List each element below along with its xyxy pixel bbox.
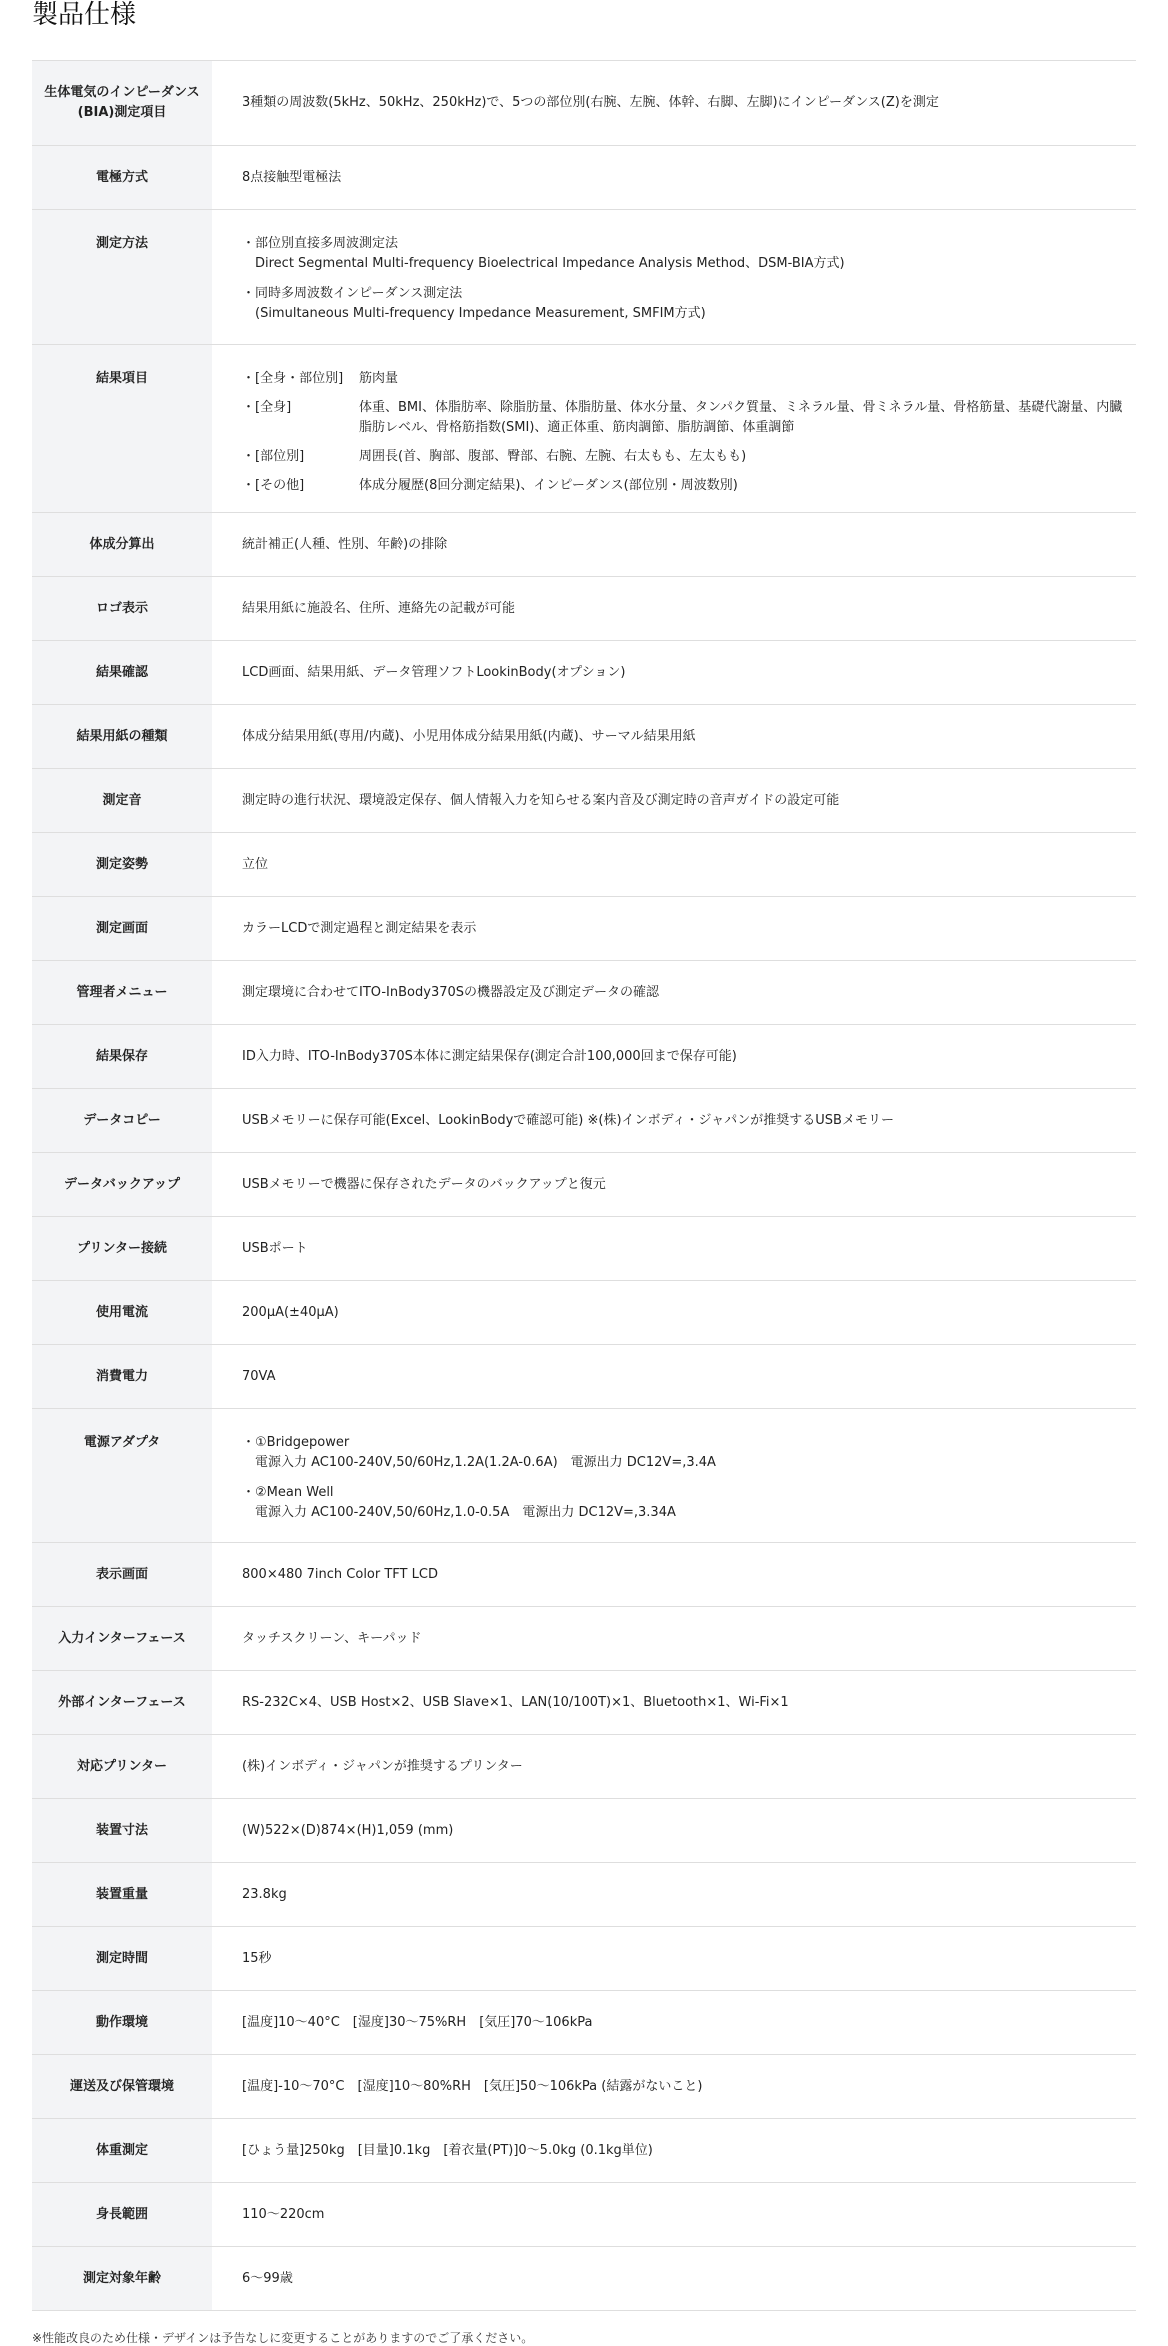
spec-label: 測定方法 <box>32 210 212 345</box>
spec-row-electrode <box>32 146 1136 210</box>
spec-row-printer <box>32 1735 1136 1799</box>
spec-value: [温度]10〜40°C [湿度]30〜75%RH [気圧]70〜106kPa <box>242 2014 593 2030</box>
list-item-detail: (Simultaneous Multi-frequency Impedance Measurement, SMFIM方式) <box>255 306 706 321</box>
list-item <box>242 447 1124 467</box>
result-values: 体重、BMI、体脂肪率、除脂肪量、体脂肪量、体水分量、タンパク質量、ミネラル量、骨ミネラル量、骨格筋量、基礎代謝量、内臓脂肪レベル、骨格筋指数(SMI)、適正体重、筋肉調節、脂肪調節、体重調節 <box>359 400 1123 435</box>
spec-row-storage <box>32 2055 1136 2119</box>
spec-label: 測定姿勢 <box>32 833 212 897</box>
spec-label: 電極方式 <box>32 146 212 210</box>
list-item-detail: 電源入力 AC100-240V,50/60Hz,1.2A(1.2A-0.6A) 電源出力 DC12V=,3.4A <box>255 1455 716 1470</box>
spec-value: 統計補正(人種、性別、年齢)の排除 <box>242 536 448 552</box>
spec-row-ext-if <box>32 1671 1136 1735</box>
spec-label: 測定画面 <box>32 897 212 961</box>
list-item-title: ・ ②Mean Well <box>242 1483 1124 1503</box>
spec-row-size <box>32 1799 1136 1863</box>
spec-value: 立位 <box>242 856 269 872</box>
spec-value: 3種類の周波数(5kHz、50kHz、250kHz)で、5つの部位別(右腕、左腕、体幹、右脚、左脚)にインピーダンス(Z)を測定 <box>242 95 939 110</box>
spec-label: 体重測定 <box>32 2119 212 2183</box>
spec-value <box>212 210 1136 345</box>
list-item-title: ・ 部位別直接多周波測定法 <box>242 234 1124 254</box>
spec-value: カラーLCDで測定過程と測定結果を表示 <box>242 920 477 936</box>
spec-value: (W)522×(D)874×(H)1,059 (mm) <box>242 1822 454 1838</box>
spec-row-method <box>32 210 1136 345</box>
spec-label: データバックアップ <box>32 1153 212 1217</box>
spec-value: USBメモリーに保存可能(Excel、LookinBodyで確認可能) ※(株)インボディ・ジャパンが推奨するUSBメモリー <box>242 1112 894 1128</box>
result-category: ・ [全身・部位別] <box>242 369 359 389</box>
spec-row-power <box>32 1345 1136 1409</box>
spec-value <box>212 1409 1136 1543</box>
spec-label: 結果項目 <box>32 345 212 513</box>
spec-row-screen <box>32 897 1136 961</box>
spec-row-body-calc <box>32 513 1136 577</box>
spec-value: [温度]-10〜70°C [湿度]10〜80%RH [気圧]50〜106kPa (結露がないこと) <box>242 2078 703 2094</box>
spec-label: 結果確認 <box>32 641 212 705</box>
list-item <box>242 284 1124 324</box>
spec-row-adapter <box>32 1409 1136 1543</box>
spec-label: 測定時間 <box>32 1927 212 1991</box>
spec-label: 対応プリンター <box>32 1735 212 1799</box>
spec-value: 23.8kg <box>242 1886 287 1902</box>
spec-label: 測定対象年齢 <box>32 2247 212 2311</box>
footnote: ※性能改良のため仕様・デザインは予告なしに変更することがありますのでご了承ください。 <box>32 2331 534 2345</box>
spec-label: 電源アダプタ <box>32 1409 212 1543</box>
spec-label: データコピー <box>32 1089 212 1153</box>
spec-value: (株)インボディ・ジャパンが推奨するプリンター <box>242 1758 523 1774</box>
spec-label: 表示画面 <box>32 1543 212 1607</box>
spec-row-printer-conn <box>32 1217 1136 1281</box>
list-item-detail: Direct Segmental Multi-frequency Bioelectrical Impedance Analysis Method、DSM-BIA方式) <box>255 256 845 271</box>
list-item <box>242 398 1124 438</box>
spec-label: 運送及び保管環境 <box>32 2055 212 2119</box>
spec-value: 測定時の進行状況、環境設定保存、個人情報入力を知らせる案内音及び測定時の音声ガイドの設定可能 <box>242 792 840 808</box>
spec-label: 結果用紙の種類 <box>32 705 212 769</box>
spec-row-weight <box>32 1863 1136 1927</box>
spec-value: [ひょう量]250kg [目量]0.1kg [着衣量(PT)]0〜5.0kg (0.1kg単位) <box>242 2142 653 2158</box>
list-item <box>242 1483 1124 1523</box>
spec-value: 結果用紙に施設名、住所、連絡先の記載が可能 <box>242 600 516 616</box>
spec-value: ID入力時、ITO-InBody370S本体に測定結果保存(測定合計100,000回まで保存可能) <box>242 1048 737 1064</box>
list-item-detail: 電源入力 AC100-240V,50/60Hz,1.0-0.5A 電源出力 DC12V=,3.34A <box>255 1505 676 1520</box>
result-category: ・ [その他] <box>242 476 359 496</box>
spec-label: 消費電力 <box>32 1345 212 1409</box>
spec-label: 使用電流 <box>32 1281 212 1345</box>
spec-row-save <box>32 1025 1136 1089</box>
list-item <box>242 1433 1124 1473</box>
spec-label: 動作環境 <box>32 1991 212 2055</box>
spec-table <box>32 60 1136 2311</box>
spec-value: USBメモリーで機器に保存されたデータのバックアップと復元 <box>242 1176 606 1192</box>
spec-row-posture <box>32 833 1136 897</box>
spec-row-paper <box>32 705 1136 769</box>
spec-label: プリンター接続 <box>32 1217 212 1281</box>
spec-row-display <box>32 1543 1136 1607</box>
spec-row-backup <box>32 1153 1136 1217</box>
spec-label: ロゴ表示 <box>32 577 212 641</box>
spec-row-weigh <box>32 2119 1136 2183</box>
spec-value: USBポート <box>242 1240 308 1256</box>
spec-label: 装置重量 <box>32 1863 212 1927</box>
list-item <box>242 234 1124 274</box>
spec-value: LCD画面、結果用紙、データ管理ソフトLookinBody(オプション) <box>242 664 626 680</box>
spec-row-current <box>32 1281 1136 1345</box>
spec-value: 800×480 7inch Color TFT LCD <box>242 1566 438 1582</box>
list-item-title: ・ 同時多周波数インピーダンス測定法 <box>242 284 1124 304</box>
spec-label: 体成分算出 <box>32 513 212 577</box>
spec-row-copy <box>32 1089 1136 1153</box>
spec-value: 200μA(±40μA) <box>242 1304 339 1320</box>
page-title: 製品仕様 <box>32 0 137 30</box>
spec-label: 管理者メニュー <box>32 961 212 1025</box>
spec-value: 測定環境に合わせてITO-InBody370Sの機器設定及び測定データの確認 <box>242 984 660 1000</box>
spec-label-line: (BIA)測定項目 <box>77 105 167 120</box>
spec-row-confirm <box>32 641 1136 705</box>
spec-row-height <box>32 2183 1136 2247</box>
spec-label: 結果保存 <box>32 1025 212 1089</box>
result-values: 筋肉量 <box>359 371 399 386</box>
result-category: ・ [部位別] <box>242 447 359 467</box>
spec-row-sound <box>32 769 1136 833</box>
list-item <box>242 476 1124 496</box>
spec-value: 体成分結果用紙(専用/内蔵)、小児用体成分結果用紙(内蔵)、サーマル結果用紙 <box>242 728 696 744</box>
spec-label: 入力インターフェース <box>32 1607 212 1671</box>
spec-value: 15秒 <box>242 1950 272 1966</box>
spec-row-admin <box>32 961 1136 1025</box>
result-values: 体成分履歴(8回分測定結果)、インピーダンス(部位別・周波数別) <box>359 478 738 493</box>
result-values: 周囲長(首、胸部、腹部、臀部、右腕、左腕、右太もも、左太もも) <box>359 449 747 464</box>
result-category: ・ [全身] <box>242 398 359 438</box>
list-item-title: ・ ①Bridgepower <box>242 1433 1124 1453</box>
spec-value: 110〜220cm <box>242 2206 325 2222</box>
spec-label: 装置寸法 <box>32 1799 212 1863</box>
spec-row-env <box>32 1991 1136 2055</box>
spec-value: 70VA <box>242 1368 276 1384</box>
spec-label-line: 生体電気のインピーダンス <box>44 85 200 100</box>
spec-row-logo <box>32 577 1136 641</box>
spec-label: 身長範囲 <box>32 2183 212 2247</box>
spec-label: 測定音 <box>32 769 212 833</box>
spec-value: 8点接触型電極法 <box>242 169 342 185</box>
spec-row-time <box>32 1927 1136 1991</box>
spec-value: 6〜99歳 <box>242 2270 293 2286</box>
spec-value <box>212 345 1136 513</box>
list-item <box>242 369 1124 389</box>
spec-row-age <box>32 2247 1136 2311</box>
spec-row-input-if <box>32 1607 1136 1671</box>
spec-value: RS-232C×4、USB Host×2、USB Slave×1、LAN(10/100T)×1、Bluetooth×1、Wi-Fi×1 <box>242 1694 789 1710</box>
spec-row-bia <box>32 61 1136 146</box>
spec-value: タッチスクリーン、キーパッド <box>242 1630 422 1646</box>
spec-label <box>32 61 212 146</box>
spec-row-results <box>32 345 1136 513</box>
spec-label: 外部インターフェース <box>32 1671 212 1735</box>
